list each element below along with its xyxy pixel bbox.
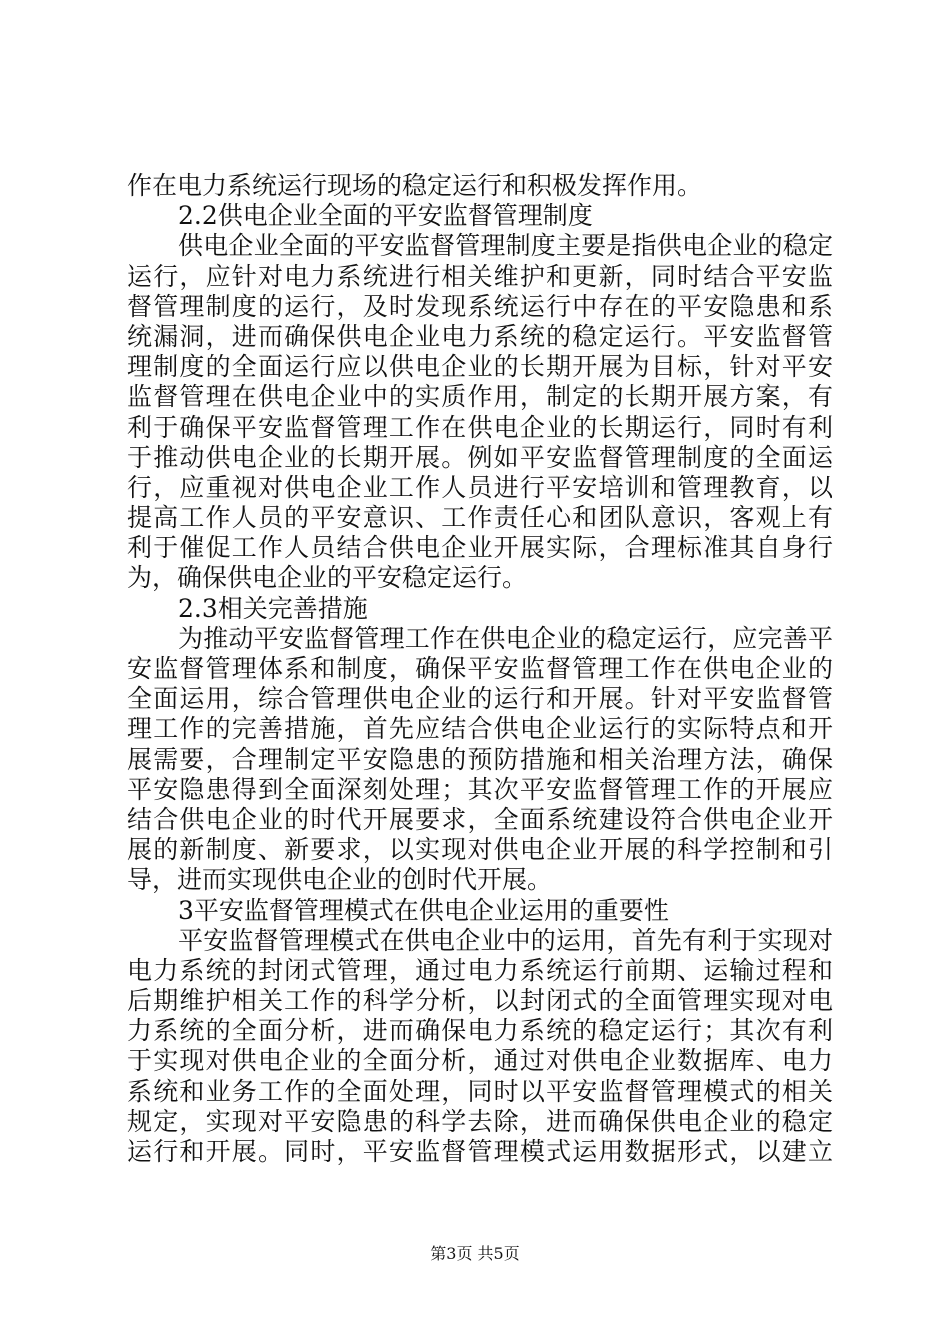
paragraph-line: 为推动平安监督管理工作在供电企业的稳定运行，应完善平 [178, 623, 833, 653]
paragraph-line: 提高工作人员的平安意识、工作责任心和团队意识，客观上有 [127, 503, 833, 533]
document-body [127, 171, 833, 1167]
paragraph-line: 展的新制度、新要求，以实现对供电企业开展的科学控制和引 [127, 835, 833, 865]
paragraph-line: 作在电力系统运行现场的稳定运行和积极发挥作用。 [127, 171, 703, 200]
paragraph-line: 于推动供电企业的长期开展。例如平安监督管理制度的全面运 [127, 442, 833, 472]
paragraph-line: 展需要，合理制定平安隐患的预防措施和相关治理方法，确保 [127, 744, 833, 774]
paragraph-line: 利于催促工作人员结合供电企业开展实际，合理标准其自身行 [127, 533, 833, 563]
paragraph-line: 利于确保平安监督管理工作在供电企业的长期运行，同时有利 [127, 412, 833, 442]
section-heading: 2.2供电企业全面的平安监督管理制度 [178, 201, 593, 231]
paragraph-line: 于实现对供电企业的全面分析，通过对供电企业数据库、电力 [127, 1046, 833, 1076]
paragraph-line: 平安隐患得到全面深刻处理；其次平安监督管理工作的开展应 [127, 774, 833, 804]
paragraph-line: 结合供电企业的时代开展要求，全面系统建设符合供电企业开 [127, 804, 833, 834]
paragraph-line: 导，进而实现供电企业的创时代开展。 [127, 865, 553, 895]
paragraph-line: 系统和业务工作的全面处理，同时以平安监督管理模式的相关 [127, 1076, 833, 1106]
section-heading: 3平安监督管理模式在供电企业运用的重要性 [178, 895, 669, 925]
paragraph-line: 全面运用，综合管理供电企业的运行和开展。针对平安监督管 [127, 684, 833, 714]
paragraph-line: 规定，实现对平安隐患的科学去除，进而确保供电企业的稳定 [127, 1106, 833, 1136]
paragraph-line: 电力系统的封闭式管理，通过电力系统运行前期、运输过程和 [127, 955, 833, 985]
paragraph-line: 为，确保供电企业的平安稳定运行。 [127, 563, 528, 593]
paragraph-line: 督管理制度的运行，及时发现系统运行中存在的平安隐患和系 [127, 291, 833, 321]
page-number-footer: 第3页 共5页 [430, 1244, 520, 1263]
paragraph-line: 后期维护相关工作的科学分析，以封闭式的全面管理实现对电 [127, 986, 833, 1016]
paragraph-line: 力系统的全面分析，进而确保电力系统的稳定运行；其次有利 [127, 1016, 833, 1046]
paragraph-line: 运行，应针对电力系统进行相关维护和更新，同时结合平安监 [127, 261, 833, 291]
paragraph-line: 行，应重视对供电企业工作人员进行平安培训和管理教育，以 [127, 472, 833, 502]
paragraph-line: 安监督管理体系和制度，确保平安监督管理工作在供电企业的 [127, 654, 833, 683]
paragraph-line: 监督管理在供电企业中的实质作用，制定的长期开展方案，有 [127, 382, 833, 412]
paragraph-line: 供电企业全面的平安监督管理制度主要是指供电企业的稳定 [178, 231, 833, 261]
paragraph-line: 统漏洞，进而确保供电企业电力系统的稳定运行。平安监督管 [127, 321, 833, 351]
paragraph-line: 理制度的全面运行应以供电企业的长期开展为目标，针对平安 [127, 352, 833, 382]
paragraph-line: 运行和开展。同时，平安监督管理模式运用数据形式，以建立 [127, 1137, 833, 1166]
paragraph-line: 平安监督管理模式在供电企业中的运用，首先有利于实现对 [178, 925, 833, 955]
paragraph-line: 理工作的完善措施，首先应结合供电企业运行的实际特点和开 [127, 714, 833, 744]
section-heading: 2.3相关完善措施 [178, 593, 368, 623]
